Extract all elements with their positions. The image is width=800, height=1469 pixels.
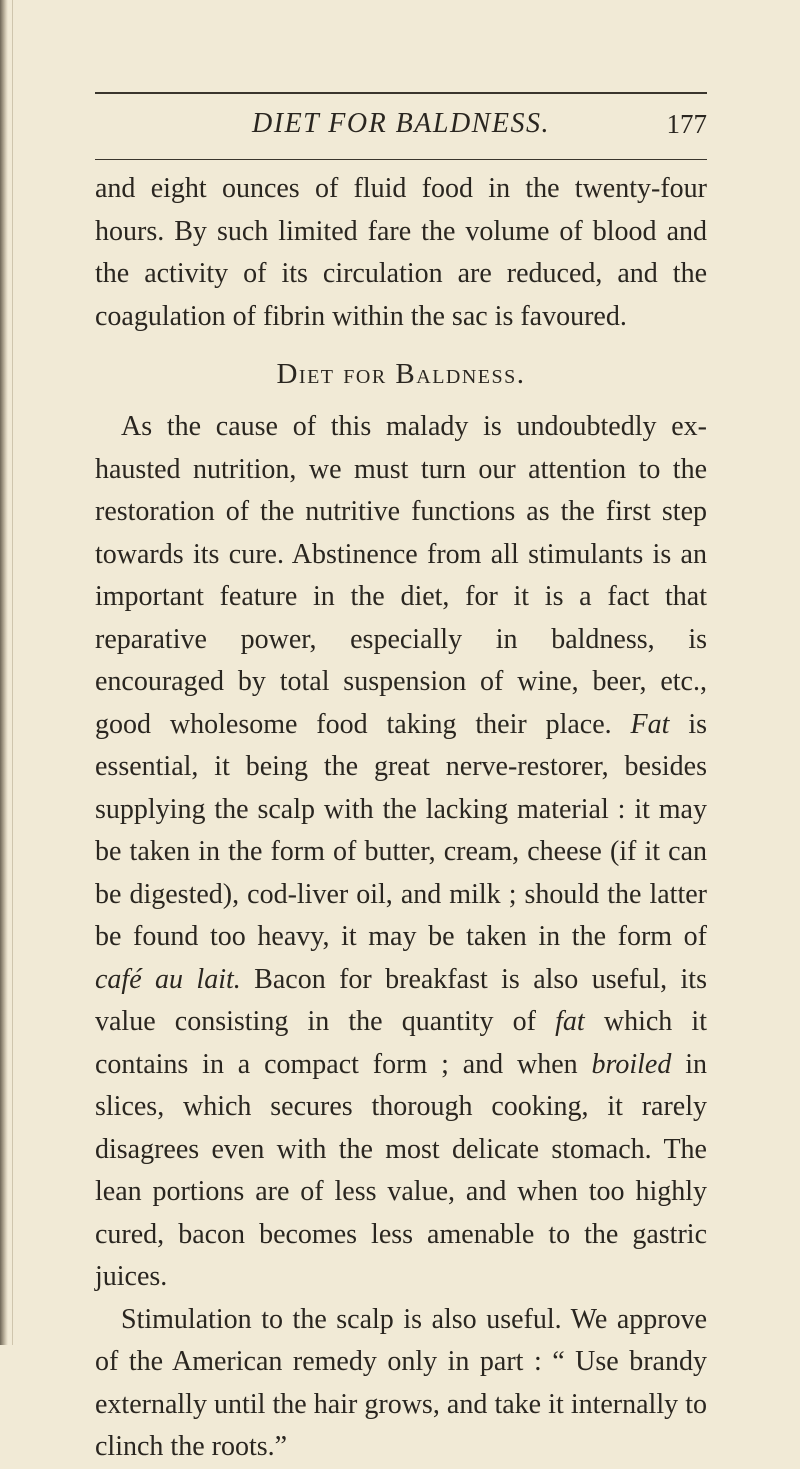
header-rule-bottom <box>95 159 707 160</box>
text-run: As the cause of this malady is undoubtedly exhausted nutrition, we must turn our attention to the restoration of the nutritive functions as the first step towards its cure. Abstinence from all stimulants is an important feature in the diet, for it is a fact that reparative power, especially in baldness, is encouraged by total suspension of wine, beer, etc., good wholesome food taking their place. <box>95 411 707 740</box>
paragraph-continuation: and eight ounces of fluid food in the twenty-four hours. By such limited fare the volume of blood and the activity of its circulation are reduced, and the coagulation of fibrin within the sac is favoured. <box>95 173 707 332</box>
page-binding-line <box>12 0 13 1345</box>
text-run: in slices, which secures thorough cooking, it rarely disagrees even with the most delicate stomach. The lean portions are of less value, and when too highly cured, bacon becomes less amenable to the gastric juices. <box>95 1048 707 1292</box>
page-binding-edge <box>0 0 8 1345</box>
page-body <box>95 168 707 1469</box>
emphasis-broiled: broiled <box>591 1048 672 1080</box>
text-run: which it contains in a compact form ; and when <box>95 1006 707 1080</box>
emphasis-fat: Fat <box>630 708 670 740</box>
emphasis-fat: fat <box>555 1006 585 1037</box>
paragraph-diet <box>95 406 707 1299</box>
header-rule-top <box>95 92 707 94</box>
text-run: Bacon for breakfast is also useful, its value consisting in the quantity of <box>95 963 707 1037</box>
text-run: is essential, it being the great nerve-restorer, besides supplying the scalp with the lacking material : it may be taken in the form of butter, cream, cheese (if it can be digested), cod-liver oil, and milk ; should the latter be found too heavy, it may be taken in the form of <box>95 708 707 952</box>
running-head-title: DIET FOR BALDNESS. <box>252 108 550 139</box>
emphasis-cafe-au-lait: café au lait. <box>95 963 241 995</box>
section-heading: Diet for Baldness. <box>276 358 526 390</box>
paragraph-stimulation: Stimulation to the scalp is also useful. We approve of the American remedy only in part : “ Use brandy externally until the hair grows, and take it internally to clinch the roots.” <box>95 1303 707 1462</box>
running-head <box>95 104 707 144</box>
page-number: 177 <box>666 109 707 139</box>
